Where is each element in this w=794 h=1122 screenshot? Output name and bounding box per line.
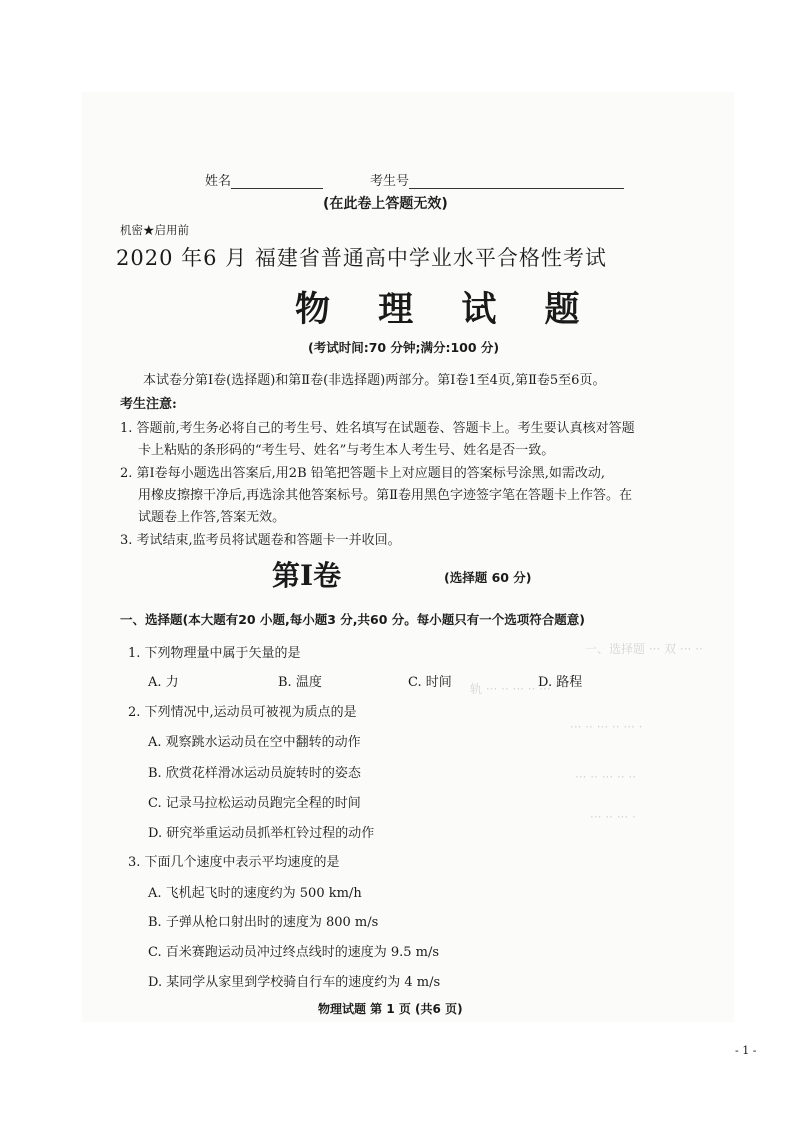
exam-title: 2020 年6 月 福建省普通高中学业水平合格性考试 [116,246,607,270]
part-1-subtitle: (选择题 60 分) [444,570,532,585]
note-2-line-1: 2. 第Ⅰ卷每小题选出答案后,用2B 铅笔把答题卡上对应题目的答案标号涂黑,如需改动, [120,466,606,481]
note-1-line-1: 1. 答题前,考生务必将自己的考生号、姓名填写在试题卷、答题卡上。考生要认真核对答题 [120,421,635,436]
show-through-text: ··· ·· ··· ·· ·· [575,770,637,784]
notes-title: 考生注意: [120,397,177,412]
subject-title: 物 理 试 题 [295,289,598,330]
exam-number-blank [409,174,624,189]
show-through-text: 一、选择题 ··· 双 ··· ·· [585,642,703,656]
show-through-text: ··· ·· ··· ·· ··· · [570,720,643,734]
exam-number-label: 考生号 [370,174,410,189]
page-number: - 1 - [735,1044,757,1057]
name-label: 姓名 [205,174,232,189]
part-1-title: 第Ⅰ卷 [272,559,342,592]
name-blank [231,174,323,189]
question-2-stem: 2. 下列情况中,运动员可被视为质点的是 [128,705,357,720]
question-3-option-c: C. 百米赛跑运动员冲过终点线时的速度为 9.5 m/s [148,945,440,960]
exam-number-field [370,170,624,189]
question-1-option-c: C. 时间 [408,675,452,690]
paper-composition: 本试卷分第Ⅰ卷(选择题)和第Ⅱ卷(非选择题)两部分。第Ⅰ卷1至4页,第Ⅱ卷5至6页。 [143,373,606,388]
note-1-line-2: 卡上粘贴的条形码的“考生号、姓名”与考生本人考生号、姓名是否一致。 [138,443,555,458]
section-1-title: 一、选择题(本大题有20 小题,每小题3 分,共60 分。每小题只有一个选项符合题意) [120,612,585,627]
question-1-option-b: B. 温度 [278,675,322,690]
show-through-text: 轨 ··· ·· ··· ·· ··· [470,682,551,696]
question-2-option-a: A. 观察跳水运动员在空中翻转的动作 [148,735,361,750]
note-2-line-2: 用橡皮擦擦干净后,再选涂其他答案标号。第Ⅱ卷用黑色字迹签字笔在答题卡上作答。在 [138,488,632,503]
question-1-stem: 1. 下列物理量中属于矢量的是 [128,646,301,661]
name-field [205,170,323,189]
question-3-option-b: B. 子弹从枪口射出时的速度为 800 m/s [148,915,379,930]
question-3-stem: 3. 下面几个速度中表示平均速度的是 [128,855,340,870]
confidential-mark: 机密★启用前 [120,223,189,237]
time-score: (考试时间:70 分钟;满分:100 分) [308,340,500,355]
question-2-option-d: D. 研究举重运动员抓举杠铃过程的动作 [148,826,375,841]
question-1-option-d: D. 路程 [538,675,583,690]
question-2-option-c: C. 记录马拉松运动员跑完全程的时间 [148,796,361,811]
question-1-option-a: A. 力 [148,675,179,690]
show-through-text: ··· ·· ··· · [590,810,636,824]
page-footer: 物理试题 第 1 页 (共6 页) [318,1002,463,1016]
note-2-line-3: 试题卷上作答,答案无效。 [138,510,286,525]
question-3-option-a: A. 飞机起飞时的速度约为 500 km/h [148,886,362,901]
question-3-option-d: D. 某同学从家里到学校骑自行车的速度约为 4 m/s [148,975,441,990]
question-2-option-b: B. 欣赏花样滑冰运动员旋转时的姿态 [148,766,361,781]
invalid-notice: (在此卷上答题无效) [323,196,448,212]
note-3: 3. 考试结束,监考员将试题卷和答题卡一并收回。 [120,533,401,548]
